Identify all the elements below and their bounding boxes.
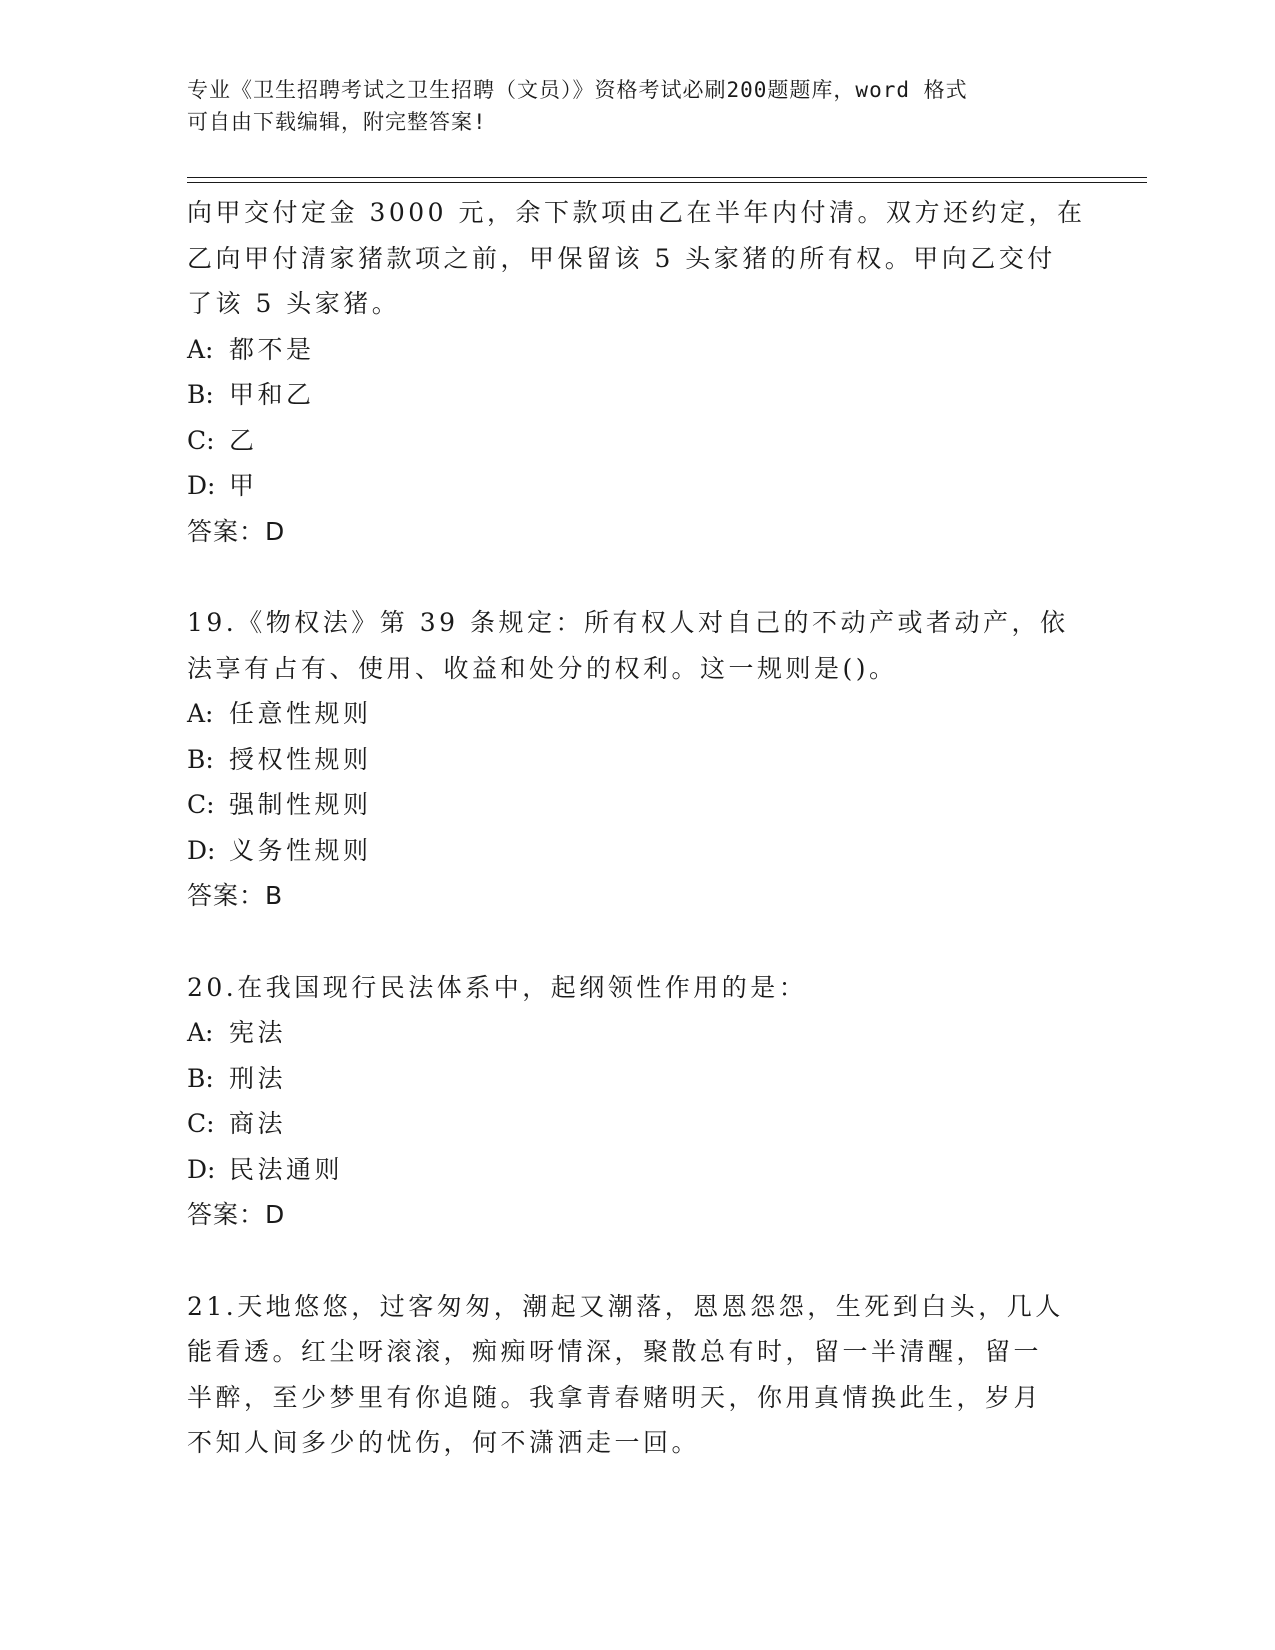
question-text-line: 不知人间多少的忧伤，何不潇洒走一回。 <box>187 1428 701 1457</box>
option-c <box>187 1101 1087 1147</box>
question-text-line: 19.《物权法》第 39 条规定：所有权人对自己的不动产或者动产，依 <box>187 608 1069 637</box>
answer-line: 答案：B <box>187 881 284 910</box>
option-c <box>187 418 1087 464</box>
option-key: D: <box>187 835 216 865</box>
option-key: B: <box>187 744 214 774</box>
option-d <box>187 1147 1087 1193</box>
option-text: 宪法 <box>229 1018 287 1047</box>
document-header <box>187 74 1087 138</box>
header-line-1: 专业《卫生招聘考试之卫生招聘（文员）》资格考试必刷200题题库，word 格式 <box>187 78 968 102</box>
option-b <box>187 372 1087 418</box>
option-text: 民法通则 <box>229 1154 344 1184</box>
question-21 <box>187 1284 1087 1466</box>
option-text: 授权性规则 <box>229 744 372 774</box>
option-text: 甲 <box>229 471 258 500</box>
question-19 <box>187 600 1087 919</box>
question-text-line: 乙向甲付清家猪款项之前，甲保留该 5 头家猪的所有权。甲向乙交付 <box>187 243 1056 273</box>
question-text-line: 了该 5 头家猪。 <box>187 289 401 318</box>
option-key: B: <box>187 380 214 409</box>
question-text-line: 向甲交付定金 3000 元，余下款项由乙在半年内付清。双方还约定，在 <box>187 198 1086 227</box>
question-text-line: 半醉，至少梦里有你追随。我拿青春赌明天，你用真情换此生，岁月 <box>187 1382 1043 1412</box>
option-text: 都不是 <box>229 334 315 364</box>
option-b <box>187 1056 1087 1102</box>
option-key: D: <box>187 471 216 500</box>
question-spacer <box>187 554 1087 600</box>
option-key: C: <box>187 425 215 455</box>
option-text: 刑法 <box>229 1063 287 1093</box>
option-key: A: <box>187 1018 214 1047</box>
question-text-line: 20.在我国现行民法体系中，起纲领性作用的是： <box>187 972 808 1002</box>
option-d <box>187 828 1087 874</box>
header-divider-bottom <box>187 182 1147 183</box>
option-key: A: <box>187 334 214 364</box>
question-20 <box>187 965 1087 1238</box>
option-key: C: <box>187 1109 215 1138</box>
question-spacer <box>187 1238 1087 1284</box>
option-key: A: <box>187 699 214 728</box>
option-b <box>187 737 1087 783</box>
question-spacer <box>187 919 1087 965</box>
question-text-line: 能看透。红尘呀滚滚，痴痴呀情深，聚散总有时，留一半清醒，留一 <box>187 1337 1043 1366</box>
option-key: D: <box>187 1154 216 1184</box>
option-text: 商法 <box>229 1109 287 1138</box>
answer-line: 答案：D <box>187 516 286 546</box>
document-body <box>187 190 1087 1466</box>
option-text: 乙 <box>229 425 258 455</box>
header-divider-top <box>187 177 1147 178</box>
option-d <box>187 463 1087 509</box>
option-a <box>187 1010 1087 1056</box>
option-text: 强制性规则 <box>229 790 372 819</box>
question-18 <box>187 190 1087 554</box>
question-text-line: 21.天地悠悠，过客匆匆，潮起又潮落，恩恩怨怨，生死到白头，几人 <box>187 1291 1064 1321</box>
option-text: 甲和乙 <box>229 380 315 409</box>
question-text-line: 法享有占有、使用、收益和处分的权利。这一规则是()。 <box>187 653 898 683</box>
option-text: 任意性规则 <box>229 699 372 728</box>
option-c <box>187 782 1087 828</box>
option-a <box>187 691 1087 737</box>
answer-line: 答案：D <box>187 1200 286 1229</box>
option-text: 义务性规则 <box>229 835 372 865</box>
option-key: B: <box>187 1063 214 1093</box>
option-a <box>187 327 1087 373</box>
option-key: C: <box>187 790 215 819</box>
header-line-2: 可自由下载编辑，附完整答案! <box>187 110 487 134</box>
